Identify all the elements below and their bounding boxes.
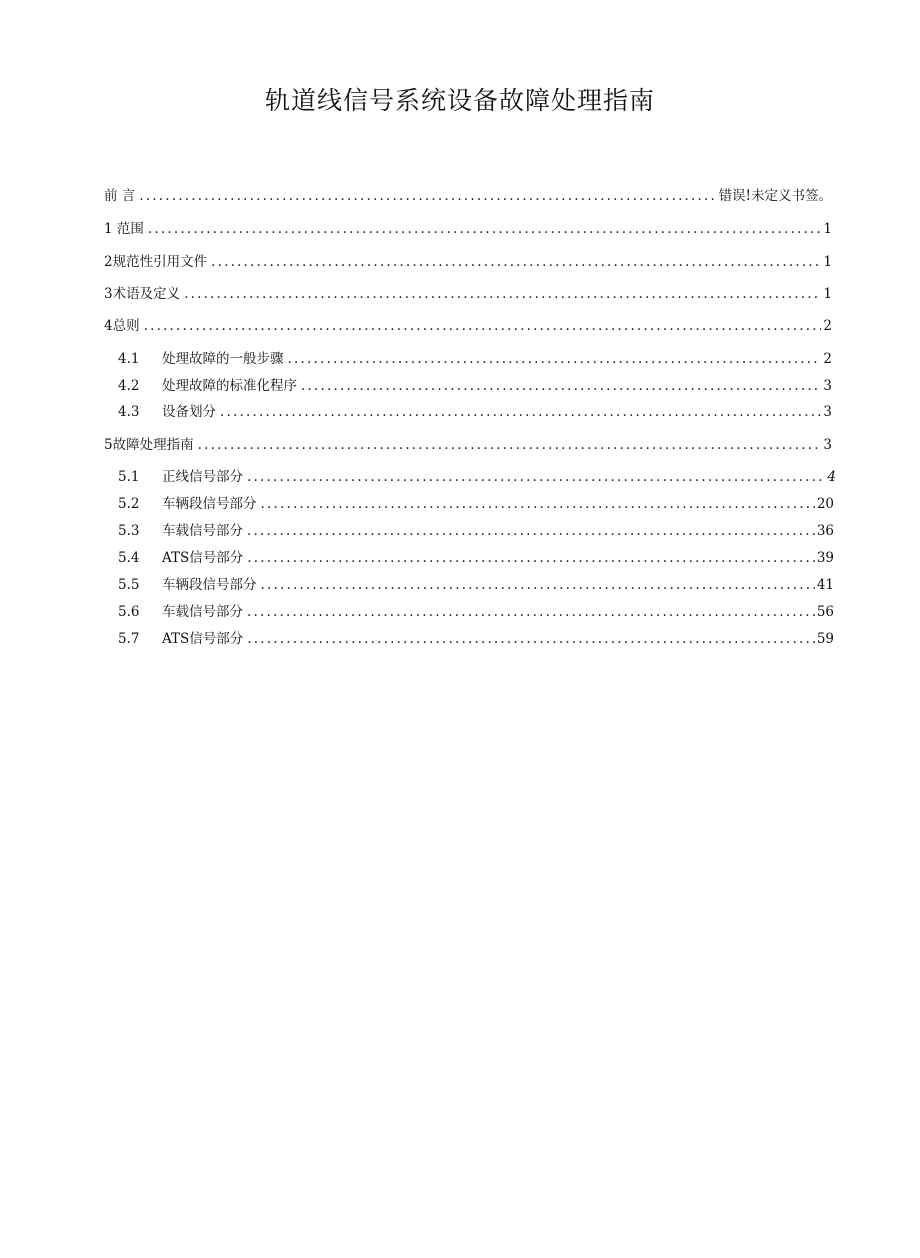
toc-leader-dots bbox=[198, 435, 822, 455]
toc-leader-dots bbox=[139, 186, 716, 206]
toc-entry-page: 36 bbox=[816, 523, 834, 539]
toc-entry-page: 39 bbox=[816, 550, 834, 566]
toc-entry-4-2[interactable] bbox=[118, 376, 832, 396]
toc-leader-dots bbox=[211, 252, 821, 272]
toc-entry-fault-guide[interactable] bbox=[104, 435, 832, 455]
toc-entry-general[interactable] bbox=[104, 316, 832, 336]
toc-entry-number: 4.3 bbox=[118, 404, 140, 420]
toc-entry-terms[interactable] bbox=[104, 284, 832, 304]
toc-entry-title: 5故障处理指南 bbox=[104, 437, 194, 453]
toc-entry-page: 3 bbox=[823, 437, 832, 453]
toc-leader-dots bbox=[247, 629, 815, 649]
toc-leader-dots bbox=[247, 548, 815, 568]
toc-entry-title: 1 范围 bbox=[104, 221, 144, 237]
toc-entry-number: 5.7 bbox=[118, 631, 140, 647]
toc-entry-title: 正线信号部分 bbox=[162, 469, 243, 485]
toc-leader-dots bbox=[261, 575, 815, 595]
toc-entry-number: 5.6 bbox=[118, 604, 140, 620]
toc-leader-dots bbox=[220, 402, 821, 422]
toc-entry-title: 设备划分 bbox=[162, 404, 216, 420]
toc-entry-number: 4.2 bbox=[118, 378, 140, 394]
toc-entry-title: 车辆段信号部分 bbox=[162, 496, 257, 512]
toc-leader-dots bbox=[148, 219, 822, 239]
toc-entry-number: 5.2 bbox=[118, 496, 140, 512]
toc-entry-page: 20 bbox=[816, 496, 834, 512]
toc-entry-number: 5.4 bbox=[118, 550, 140, 566]
toc-entry-5-6[interactable] bbox=[118, 602, 834, 622]
toc-entry-page: 41 bbox=[816, 577, 834, 593]
toc-leader-dots bbox=[301, 376, 821, 396]
toc-entry-preface[interactable] bbox=[104, 186, 832, 206]
toc-leader-dots bbox=[184, 284, 821, 304]
toc-entry-number: 5.1 bbox=[118, 469, 140, 485]
toc-entry-number: 5.3 bbox=[118, 523, 140, 539]
toc-entry-5-3[interactable] bbox=[118, 521, 834, 541]
toc-entry-page: 3 bbox=[823, 378, 832, 394]
toc-entry-title: 3术语及定义 bbox=[104, 286, 181, 302]
toc-entry-number: 5.5 bbox=[118, 577, 140, 593]
toc-entry-4-1[interactable] bbox=[118, 349, 832, 369]
toc-entry-title: 车载信号部分 bbox=[162, 523, 243, 539]
toc-entry-page: 56 bbox=[816, 604, 834, 620]
toc-entry-title: 2规范性引用文件 bbox=[104, 254, 208, 270]
toc-entry-title: 车载信号部分 bbox=[162, 604, 243, 620]
toc-entry-title: 车辆段信号部分 bbox=[162, 577, 257, 593]
toc-leader-dots bbox=[247, 467, 825, 487]
toc-entry-number: 4.1 bbox=[118, 351, 140, 367]
toc-entry-5-7[interactable] bbox=[118, 629, 834, 649]
toc-leader-dots bbox=[144, 316, 822, 336]
document-title: 轨道线信号系统设备故障处理指南 bbox=[264, 86, 655, 115]
toc-leader-dots bbox=[247, 521, 815, 541]
toc-entry-4-3[interactable] bbox=[118, 402, 832, 422]
toc-entry-normative-references[interactable] bbox=[104, 252, 832, 272]
toc-entry-page: 59 bbox=[816, 631, 834, 647]
toc-entry-page: 3 bbox=[823, 404, 832, 420]
toc-entry-5-1[interactable] bbox=[118, 467, 836, 487]
toc-entry-page: 1 bbox=[823, 221, 832, 237]
toc-entry-page: 错误!未定义书签。 bbox=[718, 188, 832, 204]
toc-entry-page: 4 bbox=[827, 469, 836, 485]
toc-entry-page: 1 bbox=[823, 254, 832, 270]
toc-entry-5-2[interactable] bbox=[118, 494, 834, 514]
toc-entry-5-4[interactable] bbox=[118, 548, 834, 568]
toc-entry-scope[interactable] bbox=[104, 219, 832, 239]
toc-entry-title: 4总则 bbox=[104, 318, 140, 334]
toc-entry-page: 1 bbox=[823, 286, 832, 302]
toc-entry-title: 前 言 bbox=[104, 188, 136, 204]
toc-entry-title: 处理故障的一般步骤 bbox=[162, 351, 284, 367]
toc-entry-title: 处理故障的标准化程序 bbox=[162, 378, 297, 394]
toc-entry-title: ATS信号部分 bbox=[162, 631, 244, 647]
toc-entry-title: ATS信号部分 bbox=[162, 550, 244, 566]
toc-entry-page: 2 bbox=[823, 351, 832, 367]
toc-entry-page: 2 bbox=[823, 318, 832, 334]
toc-entry-5-5[interactable] bbox=[118, 575, 834, 595]
toc-leader-dots bbox=[261, 494, 815, 514]
toc-leader-dots bbox=[247, 602, 815, 622]
toc-leader-dots bbox=[288, 349, 822, 369]
